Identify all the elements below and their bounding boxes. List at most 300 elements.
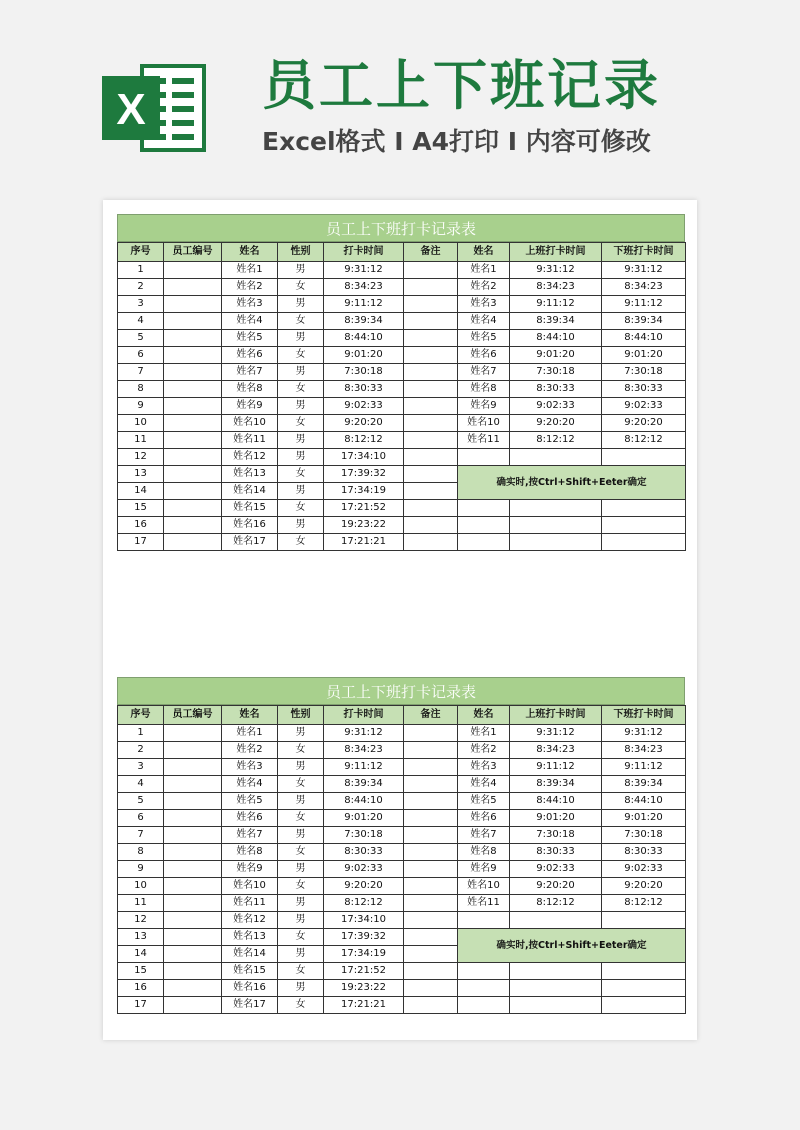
table-cell[interactable]: 女 xyxy=(278,997,324,1014)
table-cell[interactable]: 女 xyxy=(278,963,324,980)
table-cell[interactable]: 男 xyxy=(278,827,324,844)
table-cell[interactable]: 3 xyxy=(118,296,164,313)
table-cell[interactable] xyxy=(510,449,602,466)
table-cell[interactable]: 8:30:33 xyxy=(324,381,404,398)
table-cell[interactable]: 姓名10 xyxy=(458,415,510,432)
table-cell[interactable]: 男 xyxy=(278,449,324,466)
table-cell[interactable]: 7:30:18 xyxy=(602,364,686,381)
table-cell[interactable]: 姓名17 xyxy=(222,997,278,1014)
table-cell[interactable] xyxy=(164,997,222,1014)
table-cell[interactable]: 姓名2 xyxy=(458,279,510,296)
table-cell[interactable] xyxy=(404,432,458,449)
table-cell[interactable]: 姓名1 xyxy=(458,725,510,742)
table-cell[interactable]: 姓名15 xyxy=(222,500,278,517)
table-cell[interactable]: 姓名7 xyxy=(458,364,510,381)
table-cell[interactable]: 女 xyxy=(278,313,324,330)
table-cell[interactable]: 9:11:12 xyxy=(602,296,686,313)
table-cell[interactable] xyxy=(404,963,458,980)
table-cell[interactable]: 男 xyxy=(278,980,324,997)
table-cell[interactable]: 姓名9 xyxy=(222,398,278,415)
table-cell[interactable]: 17:34:10 xyxy=(324,912,404,929)
table-cell[interactable] xyxy=(164,347,222,364)
table-cell[interactable] xyxy=(164,759,222,776)
table-cell[interactable]: 8:12:12 xyxy=(510,895,602,912)
table-cell[interactable]: 8:30:33 xyxy=(602,381,686,398)
table-cell[interactable]: 8:34:23 xyxy=(602,742,686,759)
table-cell[interactable]: 8:12:12 xyxy=(602,432,686,449)
table-cell[interactable]: 女 xyxy=(278,347,324,364)
table-cell[interactable] xyxy=(404,980,458,997)
table-cell[interactable]: 男 xyxy=(278,861,324,878)
table-cell[interactable] xyxy=(602,500,686,517)
table-cell[interactable]: 4 xyxy=(118,776,164,793)
table-cell[interactable]: 9 xyxy=(118,398,164,415)
table-cell[interactable]: 17:34:19 xyxy=(324,483,404,500)
table-cell[interactable]: 姓名7 xyxy=(222,364,278,381)
table-cell[interactable] xyxy=(164,929,222,946)
table-cell[interactable] xyxy=(602,517,686,534)
table-cell[interactable] xyxy=(404,810,458,827)
table-cell[interactable]: 13 xyxy=(118,929,164,946)
table-cell[interactable]: 姓名13 xyxy=(222,929,278,946)
table-cell[interactable]: 男 xyxy=(278,483,324,500)
table-cell[interactable] xyxy=(458,517,510,534)
table-cell[interactable]: 17 xyxy=(118,997,164,1014)
table-cell[interactable]: 1 xyxy=(118,725,164,742)
table-cell[interactable] xyxy=(164,793,222,810)
table-cell[interactable]: 8:12:12 xyxy=(324,895,404,912)
table-cell[interactable]: 9:20:20 xyxy=(324,415,404,432)
table-cell[interactable]: 7:30:18 xyxy=(602,827,686,844)
table-cell[interactable]: 姓名1 xyxy=(222,262,278,279)
table-cell[interactable]: 9:01:20 xyxy=(602,810,686,827)
table-cell[interactable]: 16 xyxy=(118,980,164,997)
table-cell[interactable] xyxy=(164,415,222,432)
table-cell[interactable]: 6 xyxy=(118,810,164,827)
table-cell[interactable] xyxy=(164,262,222,279)
table-cell[interactable] xyxy=(404,534,458,551)
table-cell[interactable]: 姓名1 xyxy=(458,262,510,279)
table-cell[interactable] xyxy=(404,500,458,517)
table-cell[interactable] xyxy=(164,432,222,449)
table-cell[interactable] xyxy=(510,534,602,551)
table-cell[interactable]: 8:39:34 xyxy=(602,776,686,793)
table-cell[interactable] xyxy=(164,912,222,929)
table-cell[interactable]: 8:30:33 xyxy=(602,844,686,861)
table-cell[interactable]: 女 xyxy=(278,279,324,296)
table-cell[interactable]: 11 xyxy=(118,895,164,912)
table-cell[interactable]: 10 xyxy=(118,878,164,895)
table-cell[interactable] xyxy=(164,844,222,861)
table-cell[interactable]: 姓名5 xyxy=(222,330,278,347)
table-cell[interactable]: 姓名7 xyxy=(458,827,510,844)
table-cell[interactable]: 15 xyxy=(118,963,164,980)
table-cell[interactable] xyxy=(164,364,222,381)
table-cell[interactable]: 姓名4 xyxy=(458,776,510,793)
table-cell[interactable]: 8:30:33 xyxy=(510,844,602,861)
table-cell[interactable]: 3 xyxy=(118,759,164,776)
table-cell[interactable] xyxy=(404,742,458,759)
table-cell[interactable]: 8:34:23 xyxy=(602,279,686,296)
table-cell[interactable] xyxy=(164,963,222,980)
table-cell[interactable]: 6 xyxy=(118,347,164,364)
table-cell[interactable] xyxy=(458,980,510,997)
table-cell[interactable]: 9:02:33 xyxy=(324,861,404,878)
table-cell[interactable]: 9:20:20 xyxy=(324,878,404,895)
table-cell[interactable]: 男 xyxy=(278,398,324,415)
table-cell[interactable] xyxy=(458,534,510,551)
table-cell[interactable]: 12 xyxy=(118,449,164,466)
table-cell[interactable]: 姓名9 xyxy=(458,398,510,415)
table-cell[interactable]: 13 xyxy=(118,466,164,483)
table-cell[interactable]: 11 xyxy=(118,432,164,449)
table-cell[interactable]: 9:01:20 xyxy=(324,347,404,364)
table-cell[interactable]: 8:12:12 xyxy=(324,432,404,449)
table-cell[interactable]: 9:02:33 xyxy=(602,861,686,878)
table-row xyxy=(118,810,686,827)
table-cell[interactable]: 姓名9 xyxy=(458,861,510,878)
table-cell[interactable]: 19:23:22 xyxy=(324,517,404,534)
table-cell[interactable] xyxy=(404,381,458,398)
table-cell[interactable]: 姓名3 xyxy=(458,296,510,313)
table-cell[interactable] xyxy=(404,466,458,483)
table-cell[interactable]: 8:44:10 xyxy=(324,330,404,347)
table-cell[interactable]: 2 xyxy=(118,279,164,296)
table-cell[interactable]: 姓名3 xyxy=(222,296,278,313)
table-cell[interactable]: 姓名4 xyxy=(458,313,510,330)
table-cell[interactable]: 7 xyxy=(118,364,164,381)
table-cell[interactable]: 8:34:23 xyxy=(324,742,404,759)
table-cell[interactable]: 9:20:20 xyxy=(510,415,602,432)
table-cell[interactable] xyxy=(404,793,458,810)
table-cell[interactable] xyxy=(404,725,458,742)
table-cell[interactable]: 姓名8 xyxy=(222,381,278,398)
table-cell[interactable]: 男 xyxy=(278,946,324,963)
table-cell[interactable]: 9:11:12 xyxy=(602,759,686,776)
table-cell[interactable]: 姓名16 xyxy=(222,517,278,534)
table-cell[interactable] xyxy=(458,449,510,466)
table-cell[interactable] xyxy=(164,296,222,313)
table-cell[interactable]: 男 xyxy=(278,793,324,810)
table-cell[interactable]: 14 xyxy=(118,946,164,963)
table-cell[interactable]: 姓名9 xyxy=(222,861,278,878)
table-cell[interactable] xyxy=(164,500,222,517)
table-cell[interactable]: 8:12:12 xyxy=(602,895,686,912)
table-cell[interactable]: 女 xyxy=(278,742,324,759)
table-cell[interactable]: 姓名11 xyxy=(458,432,510,449)
table-cell[interactable]: 8:44:10 xyxy=(510,330,602,347)
table-cell[interactable]: 9:11:12 xyxy=(324,759,404,776)
table-cell[interactable] xyxy=(458,997,510,1014)
table-cell[interactable] xyxy=(164,534,222,551)
table-cell[interactable] xyxy=(164,946,222,963)
table-cell[interactable]: 8:12:12 xyxy=(510,432,602,449)
table-cell[interactable] xyxy=(164,449,222,466)
table-cell[interactable]: 姓名12 xyxy=(222,912,278,929)
table-cell[interactable]: 姓名2 xyxy=(222,742,278,759)
table-cell[interactable] xyxy=(510,912,602,929)
table-cell[interactable]: 7:30:18 xyxy=(510,827,602,844)
table-cell[interactable]: 姓名6 xyxy=(222,810,278,827)
table-cell[interactable] xyxy=(164,810,222,827)
table-cell[interactable]: 9:31:12 xyxy=(602,262,686,279)
table-cell[interactable]: 男 xyxy=(278,517,324,534)
table-cell[interactable]: 9 xyxy=(118,861,164,878)
table-cell[interactable]: 姓名8 xyxy=(458,381,510,398)
table-cell[interactable]: 女 xyxy=(278,381,324,398)
table-cell[interactable]: 姓名11 xyxy=(458,895,510,912)
table-cell[interactable]: 17:39:32 xyxy=(324,466,404,483)
table-cell[interactable] xyxy=(404,878,458,895)
table-cell[interactable] xyxy=(404,517,458,534)
table-cell[interactable]: 17:21:21 xyxy=(324,534,404,551)
table-cell[interactable] xyxy=(164,313,222,330)
table-cell[interactable]: 女 xyxy=(278,500,324,517)
table-cell[interactable]: 女 xyxy=(278,844,324,861)
table-cell[interactable] xyxy=(164,398,222,415)
table-cell[interactable]: 姓名8 xyxy=(222,844,278,861)
table-cell[interactable]: 姓名4 xyxy=(222,313,278,330)
table-cell[interactable]: 男 xyxy=(278,330,324,347)
table-cell[interactable]: 姓名6 xyxy=(458,810,510,827)
table-cell[interactable] xyxy=(404,415,458,432)
table-cell[interactable]: 9:20:20 xyxy=(602,878,686,895)
table-cell[interactable]: 8:30:33 xyxy=(324,844,404,861)
table-cell[interactable]: 姓名2 xyxy=(222,279,278,296)
table-cell[interactable] xyxy=(164,878,222,895)
table-cell[interactable]: 姓名10 xyxy=(458,878,510,895)
table-cell[interactable] xyxy=(510,963,602,980)
table-cell[interactable]: 姓名16 xyxy=(222,980,278,997)
table-cell[interactable] xyxy=(404,398,458,415)
table-cell[interactable] xyxy=(164,330,222,347)
table-cell[interactable]: 女 xyxy=(278,415,324,432)
table-cell[interactable]: 17 xyxy=(118,534,164,551)
table-cell[interactable] xyxy=(404,827,458,844)
table-cell[interactable]: 9:31:12 xyxy=(510,262,602,279)
table-cell[interactable]: 9:31:12 xyxy=(602,725,686,742)
table-cell[interactable] xyxy=(458,500,510,517)
column-header: 性别 xyxy=(278,243,324,262)
table-cell[interactable]: 9:02:33 xyxy=(510,861,602,878)
table-cell[interactable]: 姓名10 xyxy=(222,415,278,432)
table-cell[interactable]: 14 xyxy=(118,483,164,500)
table-cell[interactable]: 女 xyxy=(278,878,324,895)
table-cell[interactable]: 1 xyxy=(118,262,164,279)
table-cell[interactable]: 姓名11 xyxy=(222,432,278,449)
table-cell[interactable]: 9:11:12 xyxy=(510,296,602,313)
table-cell[interactable]: 女 xyxy=(278,534,324,551)
table-cell[interactable] xyxy=(164,466,222,483)
table-cell[interactable]: 姓名4 xyxy=(222,776,278,793)
table-cell[interactable]: 8:39:34 xyxy=(324,776,404,793)
table-cell[interactable]: 男 xyxy=(278,759,324,776)
table-cell[interactable]: 姓名17 xyxy=(222,534,278,551)
table-cell[interactable]: 姓名6 xyxy=(458,347,510,364)
table-cell[interactable]: 姓名3 xyxy=(222,759,278,776)
table-cell[interactable]: 男 xyxy=(278,725,324,742)
table-cell[interactable]: 女 xyxy=(278,776,324,793)
table-cell[interactable] xyxy=(404,330,458,347)
table-cell[interactable]: 16 xyxy=(118,517,164,534)
table-cell[interactable]: 姓名5 xyxy=(458,793,510,810)
table-cell[interactable]: 男 xyxy=(278,895,324,912)
table-cell[interactable] xyxy=(602,449,686,466)
table-cell[interactable] xyxy=(404,997,458,1014)
table-cell[interactable] xyxy=(404,483,458,500)
table-cell[interactable]: 姓名10 xyxy=(222,878,278,895)
table-cell[interactable]: 17:21:52 xyxy=(324,500,404,517)
table-cell[interactable]: 9:01:20 xyxy=(510,347,602,364)
table-cell[interactable] xyxy=(164,861,222,878)
table-cell[interactable]: 8:44:10 xyxy=(602,330,686,347)
table-cell[interactable]: 男 xyxy=(278,364,324,381)
table-cell[interactable]: 17:21:52 xyxy=(324,963,404,980)
table-cell[interactable]: 8 xyxy=(118,844,164,861)
table-cell[interactable] xyxy=(164,517,222,534)
table-cell[interactable]: 2 xyxy=(118,742,164,759)
table-cell[interactable]: 9:31:12 xyxy=(324,725,404,742)
table-cell[interactable]: 8:39:34 xyxy=(324,313,404,330)
table-cell[interactable]: 8:34:23 xyxy=(510,742,602,759)
table-cell[interactable]: 姓名3 xyxy=(458,759,510,776)
table-cell[interactable]: 9:11:12 xyxy=(324,296,404,313)
table-cell[interactable]: 姓名14 xyxy=(222,946,278,963)
table-cell[interactable] xyxy=(164,483,222,500)
table-cell[interactable]: 8:44:10 xyxy=(510,793,602,810)
table-cell[interactable] xyxy=(404,262,458,279)
table-cell[interactable] xyxy=(404,279,458,296)
table-cell[interactable]: 8:39:34 xyxy=(510,776,602,793)
table-cell[interactable]: 17:39:32 xyxy=(324,929,404,946)
table-cell[interactable] xyxy=(602,963,686,980)
table-cell[interactable] xyxy=(164,279,222,296)
table-cell[interactable] xyxy=(510,517,602,534)
table-cell[interactable] xyxy=(164,725,222,742)
svg-text:X: X xyxy=(116,85,146,134)
table-cell[interactable]: 8:39:34 xyxy=(510,313,602,330)
table-cell[interactable]: 男 xyxy=(278,262,324,279)
table-cell[interactable] xyxy=(602,534,686,551)
table-cell[interactable]: 9:11:12 xyxy=(510,759,602,776)
table-cell[interactable]: 17:34:19 xyxy=(324,946,404,963)
table-row xyxy=(118,398,686,415)
table-cell[interactable]: 15 xyxy=(118,500,164,517)
table-cell[interactable]: 5 xyxy=(118,330,164,347)
table-cell[interactable] xyxy=(510,980,602,997)
table-cell[interactable] xyxy=(404,776,458,793)
table-cell[interactable]: 9:31:12 xyxy=(324,262,404,279)
table-cell[interactable]: 姓名6 xyxy=(222,347,278,364)
table-cell[interactable]: 8:39:34 xyxy=(602,313,686,330)
table-cell[interactable]: 男 xyxy=(278,912,324,929)
table-cell[interactable]: 9:01:20 xyxy=(324,810,404,827)
table-cell[interactable]: 7 xyxy=(118,827,164,844)
table-cell[interactable]: 姓名12 xyxy=(222,449,278,466)
table-cell[interactable]: 8:44:10 xyxy=(602,793,686,810)
table-cell[interactable] xyxy=(404,929,458,946)
table-cell[interactable] xyxy=(510,997,602,1014)
table-cell[interactable]: 8:34:23 xyxy=(324,279,404,296)
table-cell[interactable] xyxy=(404,449,458,466)
table-cell[interactable] xyxy=(602,980,686,997)
table-cell[interactable] xyxy=(404,759,458,776)
table-cell[interactable] xyxy=(164,980,222,997)
table-cell[interactable] xyxy=(164,381,222,398)
table-cell[interactable]: 12 xyxy=(118,912,164,929)
table-cell[interactable] xyxy=(602,912,686,929)
page-title: 员工上下班记录 xyxy=(262,54,661,117)
table-cell[interactable]: 9:31:12 xyxy=(510,725,602,742)
table-cell[interactable] xyxy=(404,313,458,330)
table-cell[interactable]: 17:21:21 xyxy=(324,997,404,1014)
table-cell[interactable]: 4 xyxy=(118,313,164,330)
table-cell[interactable]: 19:23:22 xyxy=(324,980,404,997)
table-cell[interactable]: 17:34:10 xyxy=(324,449,404,466)
table-cell[interactable]: 9:02:33 xyxy=(602,398,686,415)
table-cell[interactable]: 姓名8 xyxy=(458,844,510,861)
table-cell[interactable] xyxy=(510,500,602,517)
table-cell[interactable] xyxy=(164,827,222,844)
table-cell[interactable]: 8 xyxy=(118,381,164,398)
table-cell[interactable]: 姓名11 xyxy=(222,895,278,912)
table-cell[interactable] xyxy=(404,347,458,364)
table-cell[interactable]: 男 xyxy=(278,296,324,313)
column-header: 姓名 xyxy=(458,243,510,262)
table-cell[interactable] xyxy=(404,946,458,963)
table-cell[interactable] xyxy=(164,742,222,759)
table-cell[interactable]: 姓名15 xyxy=(222,963,278,980)
table-cell[interactable] xyxy=(404,895,458,912)
table-cell[interactable]: 5 xyxy=(118,793,164,810)
table-cell[interactable]: 姓名14 xyxy=(222,483,278,500)
table-cell[interactable] xyxy=(164,776,222,793)
table-cell[interactable]: 8:34:23 xyxy=(510,279,602,296)
table-cell[interactable]: 男 xyxy=(278,432,324,449)
table-cell[interactable]: 女 xyxy=(278,810,324,827)
table-cell[interactable] xyxy=(458,963,510,980)
table-cell[interactable]: 9:20:20 xyxy=(510,878,602,895)
table-cell[interactable] xyxy=(602,997,686,1014)
table-cell[interactable]: 姓名5 xyxy=(458,330,510,347)
table-cell[interactable]: 姓名7 xyxy=(222,827,278,844)
table-cell[interactable] xyxy=(404,861,458,878)
table-cell[interactable] xyxy=(404,296,458,313)
table-cell[interactable] xyxy=(404,912,458,929)
table-cell[interactable]: 姓名1 xyxy=(222,725,278,742)
table-cell[interactable] xyxy=(404,844,458,861)
table-cell[interactable]: 7:30:18 xyxy=(324,827,404,844)
table-cell[interactable]: 9:01:20 xyxy=(510,810,602,827)
table-cell[interactable]: 7:30:18 xyxy=(510,364,602,381)
table-cell[interactable]: 姓名5 xyxy=(222,793,278,810)
table-cell[interactable]: 9:02:33 xyxy=(324,398,404,415)
table-cell[interactable] xyxy=(164,895,222,912)
table-cell[interactable]: 姓名2 xyxy=(458,742,510,759)
table-cell[interactable]: 8:30:33 xyxy=(510,381,602,398)
table-cell[interactable]: 10 xyxy=(118,415,164,432)
table-cell[interactable]: 女 xyxy=(278,466,324,483)
table-cell[interactable]: 7:30:18 xyxy=(324,364,404,381)
table-cell[interactable]: 姓名13 xyxy=(222,466,278,483)
table-cell[interactable]: 女 xyxy=(278,929,324,946)
table-cell[interactable] xyxy=(404,364,458,381)
table-cell[interactable]: 8:44:10 xyxy=(324,793,404,810)
table-cell[interactable]: 9:01:20 xyxy=(602,347,686,364)
table-cell[interactable] xyxy=(458,912,510,929)
table-cell[interactable]: 9:02:33 xyxy=(510,398,602,415)
table-cell[interactable]: 9:20:20 xyxy=(602,415,686,432)
